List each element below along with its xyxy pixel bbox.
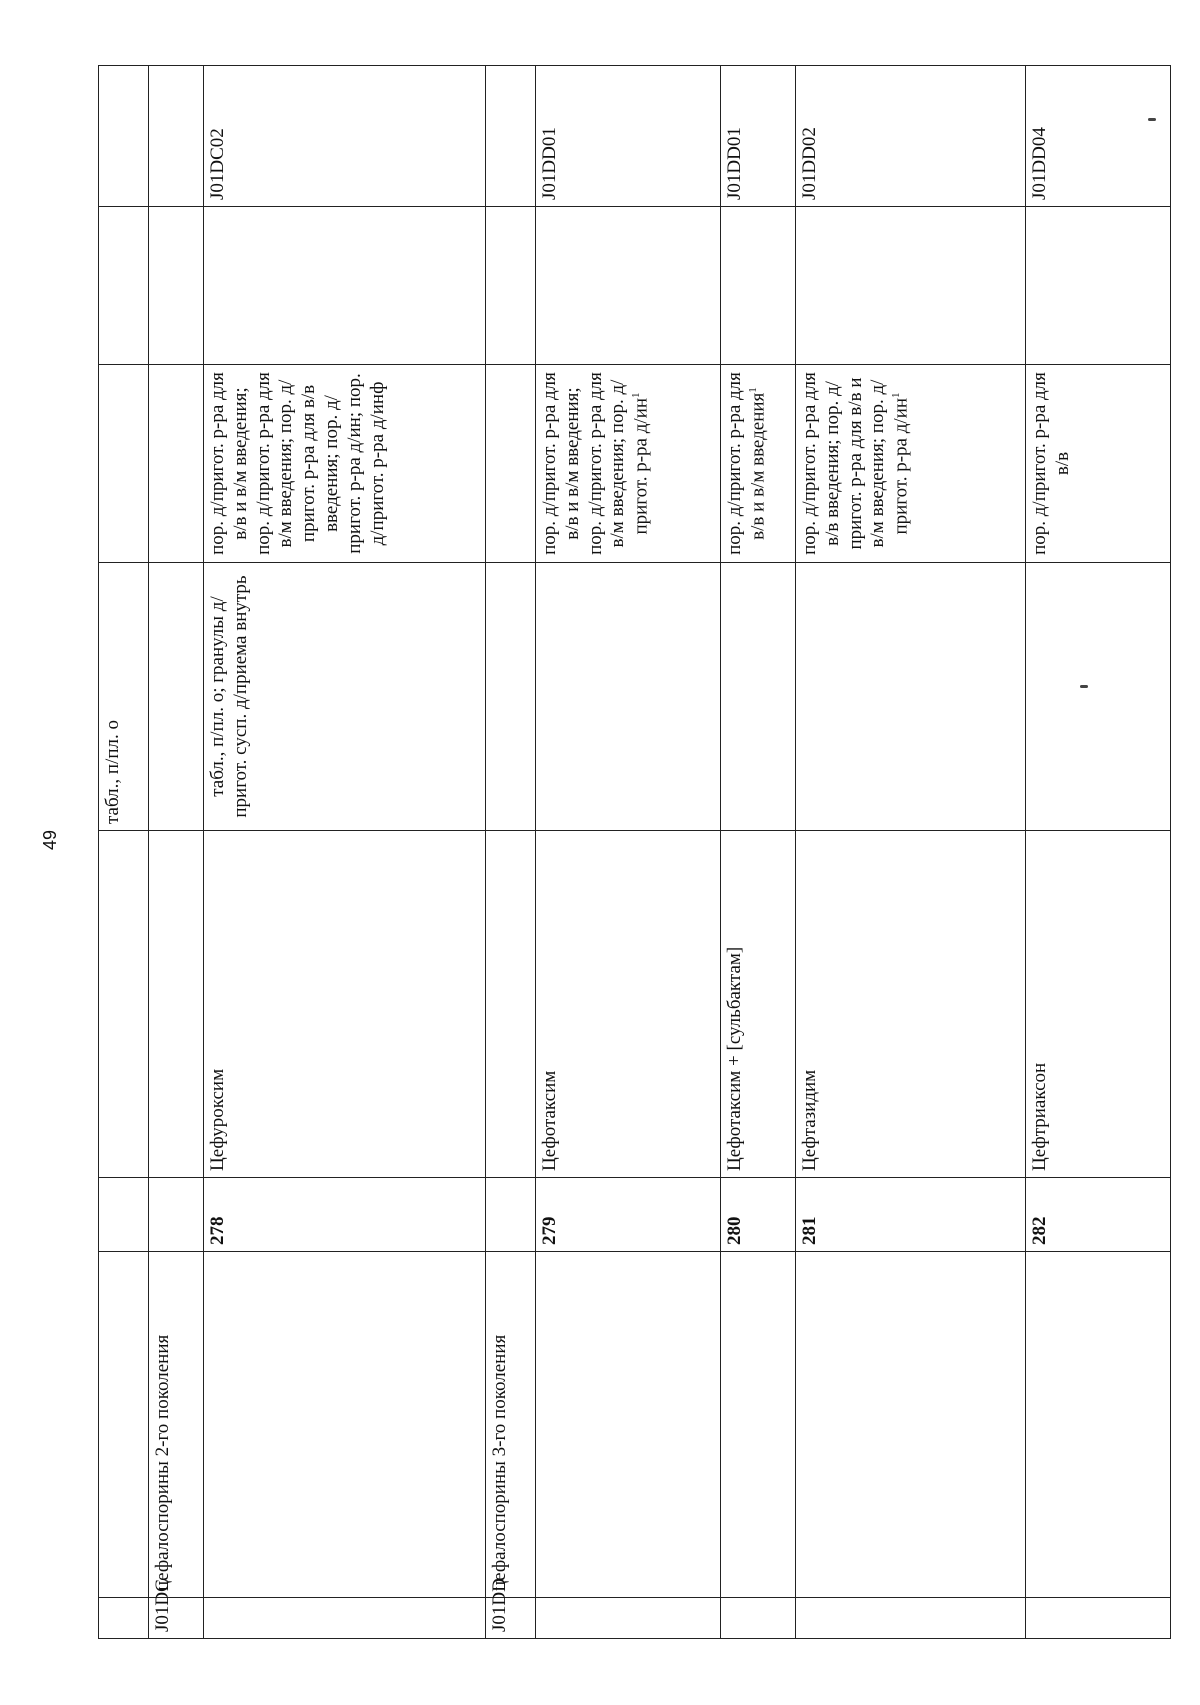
cell-blank [796,1598,1026,1639]
cell-form-2: пор. д/пригот. р-ра для в/в и в/м введения; пор. д/пригот. р-ра для в/м введения; пор. д/пригот. р-ра для в/в введения; пор. д/пригот. р-ра д/ин; пор. д/пригот. р-ра д/инф [204,365,486,563]
cell-drug-name: Цефуроксим [204,831,486,1178]
table-row [99,66,149,1639]
cell-blank [486,831,536,1178]
cell-blank [99,66,149,207]
footnote-mark: 1 [630,392,643,398]
cell-number: 279 [536,1178,721,1252]
cell-atc-code: J01DC [149,1598,204,1639]
cell-drug-name: Цефтазидим [796,831,1026,1178]
table-row [1026,66,1171,1639]
cell-blank [149,1178,204,1252]
cell-form: табл., п/пл. о [99,563,149,831]
medicines-table [98,65,1171,1639]
cell-atc-code: J01DD [486,1598,536,1639]
cell-blank [1026,1598,1171,1639]
cell-atc: J01DD01 [536,66,721,207]
page-number: 49 [40,829,60,850]
cell-number: 280 [721,1178,796,1252]
table-row [536,66,721,1639]
cell-group: цефалоспорины 3-го поколения [486,1252,536,1598]
table-row [149,66,204,1639]
cell-blank [721,563,796,831]
cell-blank [204,207,486,365]
cell-blank [204,1252,486,1598]
cell-blank [1026,1252,1171,1598]
cell-blank [486,365,536,563]
cell-form-2 [536,365,721,563]
cell-blank [486,1178,536,1252]
cell-blank [149,66,204,207]
table-row [486,66,536,1639]
cell-blank [149,831,204,1178]
table-row [204,66,486,1639]
footnote-mark: 1 [746,387,759,393]
cell-form-2: пор. д/пригот. р-ра для в/в [1026,365,1171,563]
cell-blank [721,1598,796,1639]
form-text: пор. д/пригот. р-ра для в/в и в/м введения [724,372,769,555]
table-row [721,66,796,1639]
cell-group: цефалоспорины 2-го поколения [149,1252,204,1598]
cell-blank [149,563,204,831]
cell-blank [536,207,721,365]
cell-atc: J01DD01 [721,66,796,207]
cell-blank [486,563,536,831]
cell-blank [149,365,204,563]
cell-blank [99,1252,149,1598]
cell-drug-name: Цефтриаксон [1026,831,1171,1178]
cell-blank [536,1598,721,1639]
cell-blank [486,207,536,365]
cell-atc: J01DD02 [796,66,1026,207]
cell-blank [796,207,1026,365]
cell-blank [796,563,1026,831]
cell-blank [99,1598,149,1639]
rotated-table-sheet [98,66,1170,1639]
cell-blank [536,1252,721,1598]
cell-blank [536,563,721,831]
cell-blank [721,1252,796,1598]
cell-blank [1026,563,1171,831]
form-text: пор. д/пригот. р-ра для в/в введения; пор. д/пригот. р-ра для в/в и в/м введения; пор. д/пригот. р-ра д/ин [799,372,912,555]
cell-blank [204,1598,486,1639]
cell-blank [486,66,536,207]
cell-drug-name: Цефотаксим [536,831,721,1178]
cell-form-2 [721,365,796,563]
cell-blank [149,207,204,365]
footnote-mark: 1 [890,392,903,398]
form-text: пор. д/пригот. р-ра для в/в и в/м введения; пор. д/пригот. р-ра для в/м введения; пор. д/пригот. р-ра д/ин [539,372,652,555]
cell-number: 282 [1026,1178,1171,1252]
cell-form-2 [796,365,1026,563]
cell-form: табл., п/пл. о; гранулы д/пригот. сусп. д/приема внутрь [204,563,486,831]
cell-atc: J01DD04 [1026,66,1171,207]
cell-blank [721,207,796,365]
table-row [796,66,1026,1639]
cell-number: 278 [204,1178,486,1252]
cell-blank [99,365,149,563]
cell-blank [796,1252,1026,1598]
cell-blank [1026,207,1171,365]
cell-blank [99,207,149,365]
cell-number: 281 [796,1178,1026,1252]
cell-drug-name: Цефотаксим + [сульбактам] [721,831,796,1178]
cell-blank [99,831,149,1178]
cell-atc: J01DC02 [204,66,486,207]
cell-blank [99,1178,149,1252]
